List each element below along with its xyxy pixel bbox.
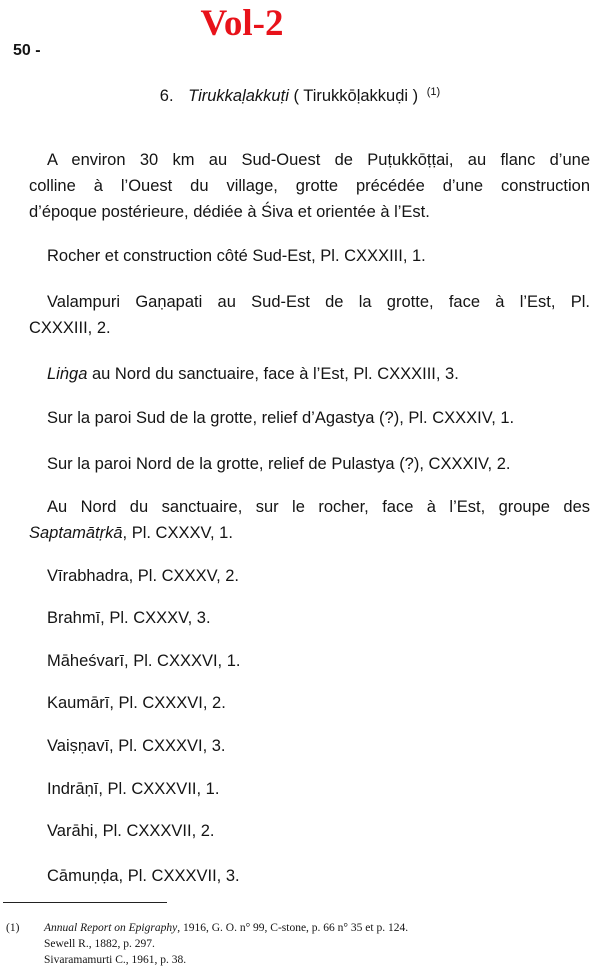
entry-line: [0, 361, 600, 387]
entry-paragraph: [0, 494, 600, 546]
entry-line: Kaumārī, Pl. CXXXVI, 2.: [47, 694, 226, 712]
entry-paragraph: [0, 605, 600, 631]
footnote-reference: (1): [426, 86, 441, 98]
volume-banner: Vol-2: [200, 3, 284, 44]
entry-paragraph: [0, 818, 600, 844]
entry-line: Varāhi, Pl. CXXXVII, 2.: [47, 822, 215, 840]
intro-line: colline à l’Ouest du village, grotte précédée d’une construction: [29, 177, 590, 195]
entry-line: CXXXIII, 2.: [29, 319, 111, 337]
italic-term: Saptamātṛkā: [29, 524, 123, 542]
entry-paragraph: [0, 405, 600, 431]
entry-line: Vīrabhadra, Pl. CXXXV, 2.: [47, 567, 239, 585]
entry-paragraph: [0, 776, 600, 802]
entry-paragraph: [0, 361, 600, 387]
entry-paragraph: [0, 648, 600, 674]
footnote-text: [44, 921, 408, 936]
entry-line: Cāmuṇḍa, Pl. CXXXVII, 3.: [47, 867, 240, 885]
footnote-divider: [3, 902, 167, 903]
entry-line: Indrāṇī, Pl. CXXXVII, 1.: [47, 780, 220, 798]
section-title: Tirukkaḷakkuṭi: [188, 87, 289, 105]
entry-paragraph: [0, 289, 600, 341]
entry-line: Vaiṣṇavī, Pl. CXXXVI, 3.: [47, 737, 226, 755]
page-number: 50 -: [13, 42, 41, 59]
entry-paragraph: [0, 863, 600, 889]
entry-line: Sur la paroi Nord de la grotte, relief de Pulastya (?), CXXXIV, 2.: [47, 455, 511, 473]
intro-line: d’époque postérieure, dédiée à Śiva et orientée à l’Est.: [29, 203, 430, 221]
intro-line: A environ 30 km au Sud-Ouest de Puṭukkōṭṭai, au flanc d’une: [47, 151, 590, 169]
entry-line: Māheśvarī, Pl. CXXXVI, 1.: [47, 652, 241, 670]
footnote-marker: (1): [6, 922, 20, 934]
entry-paragraph: [0, 563, 600, 589]
section-number: 6.: [159, 87, 174, 105]
footnote-source-details: , 1916, G. O. n° 99, C-stone, p. 66 n° 35 et p. 124.: [177, 922, 409, 934]
entry-line: Valampuri Gaṇapati au Sud-Est de la grotte, face à l’Est, Pl.: [47, 293, 590, 311]
entry-line: Au Nord du sanctuaire, sur le rocher, face à l’Est, groupe des: [47, 498, 590, 516]
entry-line: Rocher et construction côté Sud-Est, Pl. CXXXIII, 1.: [47, 247, 426, 265]
entry-paragraph: [0, 690, 600, 716]
entry-line: [0, 520, 600, 546]
entry-paragraph: [0, 451, 600, 477]
section-heading: [0, 86, 600, 106]
entry-line: Brahmī, Pl. CXXXV, 3.: [47, 609, 211, 627]
section-title-alt: ( Tirukkōḷakkuḍi ): [293, 87, 419, 105]
footnote-text: Sewell R., 1882, p. 297.: [44, 938, 155, 950]
entry-text: , Pl. CXXXV, 1.: [122, 524, 233, 542]
footnote-text: Sivaramamurti C., 1961, p. 38.: [44, 954, 187, 966]
entry-text: au Nord du sanctuaire, face à l’Est, Pl. CXXXIII, 3.: [91, 365, 459, 383]
entry-paragraph: [0, 243, 600, 269]
entry-paragraph: [0, 733, 600, 759]
footnote-source: Annual Report on Epigraphy: [44, 922, 178, 934]
entry-line: Sur la paroi Sud de la grotte, relief d’Agastya (?), Pl. CXXXIV, 1.: [47, 409, 515, 427]
italic-term: Liṅga: [47, 365, 88, 383]
intro-paragraph: [0, 147, 600, 225]
